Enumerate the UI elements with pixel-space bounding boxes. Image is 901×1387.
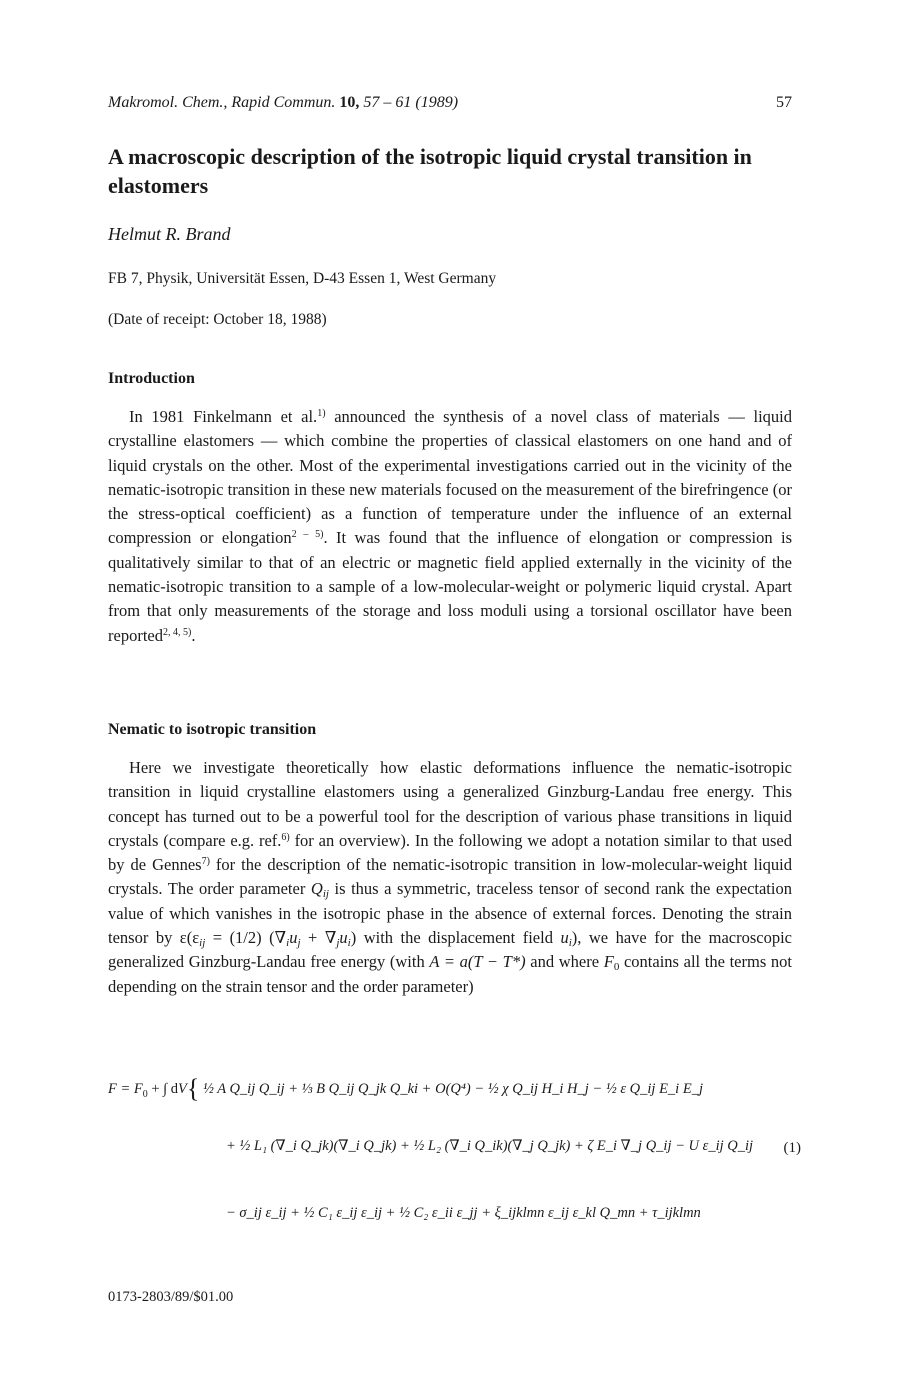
citation-3: 2, 4, 5) [162, 626, 192, 638]
nematic-text-10: contains all the terms not depending on the strain tensor and the order parameter) [108, 952, 792, 996]
journal-name: Makromol. Chem., Rapid Commun. [108, 94, 336, 111]
receipt-date: (Date of receipt: October 18, 1988) [108, 311, 327, 328]
eq-f0-index: 0 [142, 1088, 148, 1100]
citation-1: 1) [317, 408, 326, 419]
eq-brace: { [186, 1074, 200, 1103]
eq-volume: V [178, 1081, 187, 1097]
eq-lhs: F = F [108, 1081, 143, 1097]
eq-terms-3: − σ_ij ε_ij + ½ C₁ ε_ij ε_ij + ½ C₂ ε_ii ε_jj + ξ_ijklmn ε_ij ε_kl Q_mn + τ_ijklmn [226, 1205, 701, 1221]
article-title: A macroscopic description of the isotropic liquid crystal transition in elastomers [108, 144, 752, 198]
displacement-symbol-1: u [289, 928, 298, 948]
nematic-text-6: + ∇ [300, 928, 337, 948]
citation-7: 7) [201, 856, 210, 868]
intro-text-2: announced the synthesis of a novel class of materials — liquid crystalline elastomers — which combine the properties of classical elastomers on one hand and of liquid crystals on the other. Most of the experimental investigations carried out in the vicinity of the nematic-isotropic transition in these new materials focused on the measurement of the birefringence (or the stress-optical coefficient) as a function of temperature under the influence of an external compression or elongation [108, 407, 793, 548]
landau-coefficient: A = a(T − T*) [429, 952, 526, 972]
journal-volume: 10, [339, 94, 360, 111]
order-parameter-symbol: Q [310, 879, 323, 899]
nematic-text-7: ) with the displacement field [350, 928, 561, 948]
equation-line-1 [108, 1074, 703, 1104]
article-code: 0173-2803/89/$01.00 [108, 1289, 234, 1305]
affiliation: FB 7, Physik, Universität Essen, D-43 Essen 1, West Germany [108, 270, 497, 287]
nematic-text-2: for an overview). In the following we adopt a notation similar to that used by de Gennes [108, 830, 792, 875]
nematic-paragraph [108, 756, 792, 999]
running-head [108, 94, 792, 112]
equation-number: (1) [783, 1140, 801, 1156]
intro-text-3: . It was found that the influence of elongation or compression is qualitatively similar to that of an electric or magnetic field applied externally in the vicinity of the nematic-isotropic transition to a sample of a low-molecular-weight or polymeric liquid crystal. Apart from that only measurements of the storage and loss moduli using a torsional oscillator have been reported [108, 528, 792, 645]
nematic-text-9: and where [525, 952, 604, 972]
eq-terms-1: ½ A Q_ij Q_ij + ⅓ B Q_ij Q_jk Q_ki + O(Q⁴) − ½ χ Q_ij H_i H_j − ½ ε Q_ij E_i E_j [203, 1081, 703, 1097]
u-index-i-2: i [568, 937, 572, 950]
nematic-text-5: = (1/2) (∇ [205, 928, 287, 948]
citation-6: 6) [281, 831, 290, 843]
nematic-text-1: Here we investigate theoretically how elastic deformations influence the nematic-isotropic transition in liquid crystalline elastomers using a generalized Ginzburg-Landau free energy. This concept has turned out to be a powerful tool for the description of various phase transitions in liquid crystals (compare e.g. ref. [108, 758, 792, 850]
eq-integral: + ∫ d [147, 1081, 179, 1097]
nematic-text-8: ), we have for the macroscopic generalized Ginzburg-Landau free energy (with [108, 928, 792, 972]
intro-text-4: . [191, 625, 196, 645]
nematic-text-3: for the description of the nematic-isotropic transition in low-molecular-weight liquid crystals. The order parameter [108, 855, 792, 899]
eq-terms-2: + ½ L₁ (∇_i Q_jk)(∇_i Q_jk) + ½ L₂ (∇_i Q_ik)(∇_j Q_jk) + ζ E_i ∇_j Q_ij − U ε_ij Q_ij [226, 1138, 754, 1154]
page-number: 57 [776, 94, 792, 111]
intro-text-1: In 1981 Finkelmann et al. [129, 407, 318, 426]
nabla-index-j: j [336, 937, 340, 950]
author-name: Helmut R. Brand [108, 224, 231, 244]
u-index-i: i [347, 937, 351, 950]
u-index-j: j [297, 937, 301, 950]
section-heading-nematic: Nematic to isotropic transition [108, 721, 317, 738]
nematic-text-4: is thus a symmetric, traceless tensor of second rank the expectation value of which vanishes in the isotropic phase in the absence of external forces. Denoting the strain tensor by ε(ε [108, 879, 792, 948]
free-energy-index: 0 [613, 961, 620, 974]
introduction-paragraph [108, 405, 792, 648]
displacement-symbol-2: u [339, 928, 348, 948]
free-energy-symbol: F [603, 952, 614, 972]
displacement-symbol-3: u [560, 928, 569, 948]
equation-line-3 [226, 1205, 701, 1222]
journal-pages: 57 – 61 (1989) [363, 94, 459, 111]
section-heading-introduction: Introduction [108, 370, 195, 387]
strain-index: ij [199, 937, 206, 950]
nabla-index-i: i [286, 937, 290, 950]
citation-2: 2 – 5) [291, 529, 324, 541]
order-parameter-index: ij [322, 888, 329, 901]
equation-line-2 [226, 1138, 753, 1155]
